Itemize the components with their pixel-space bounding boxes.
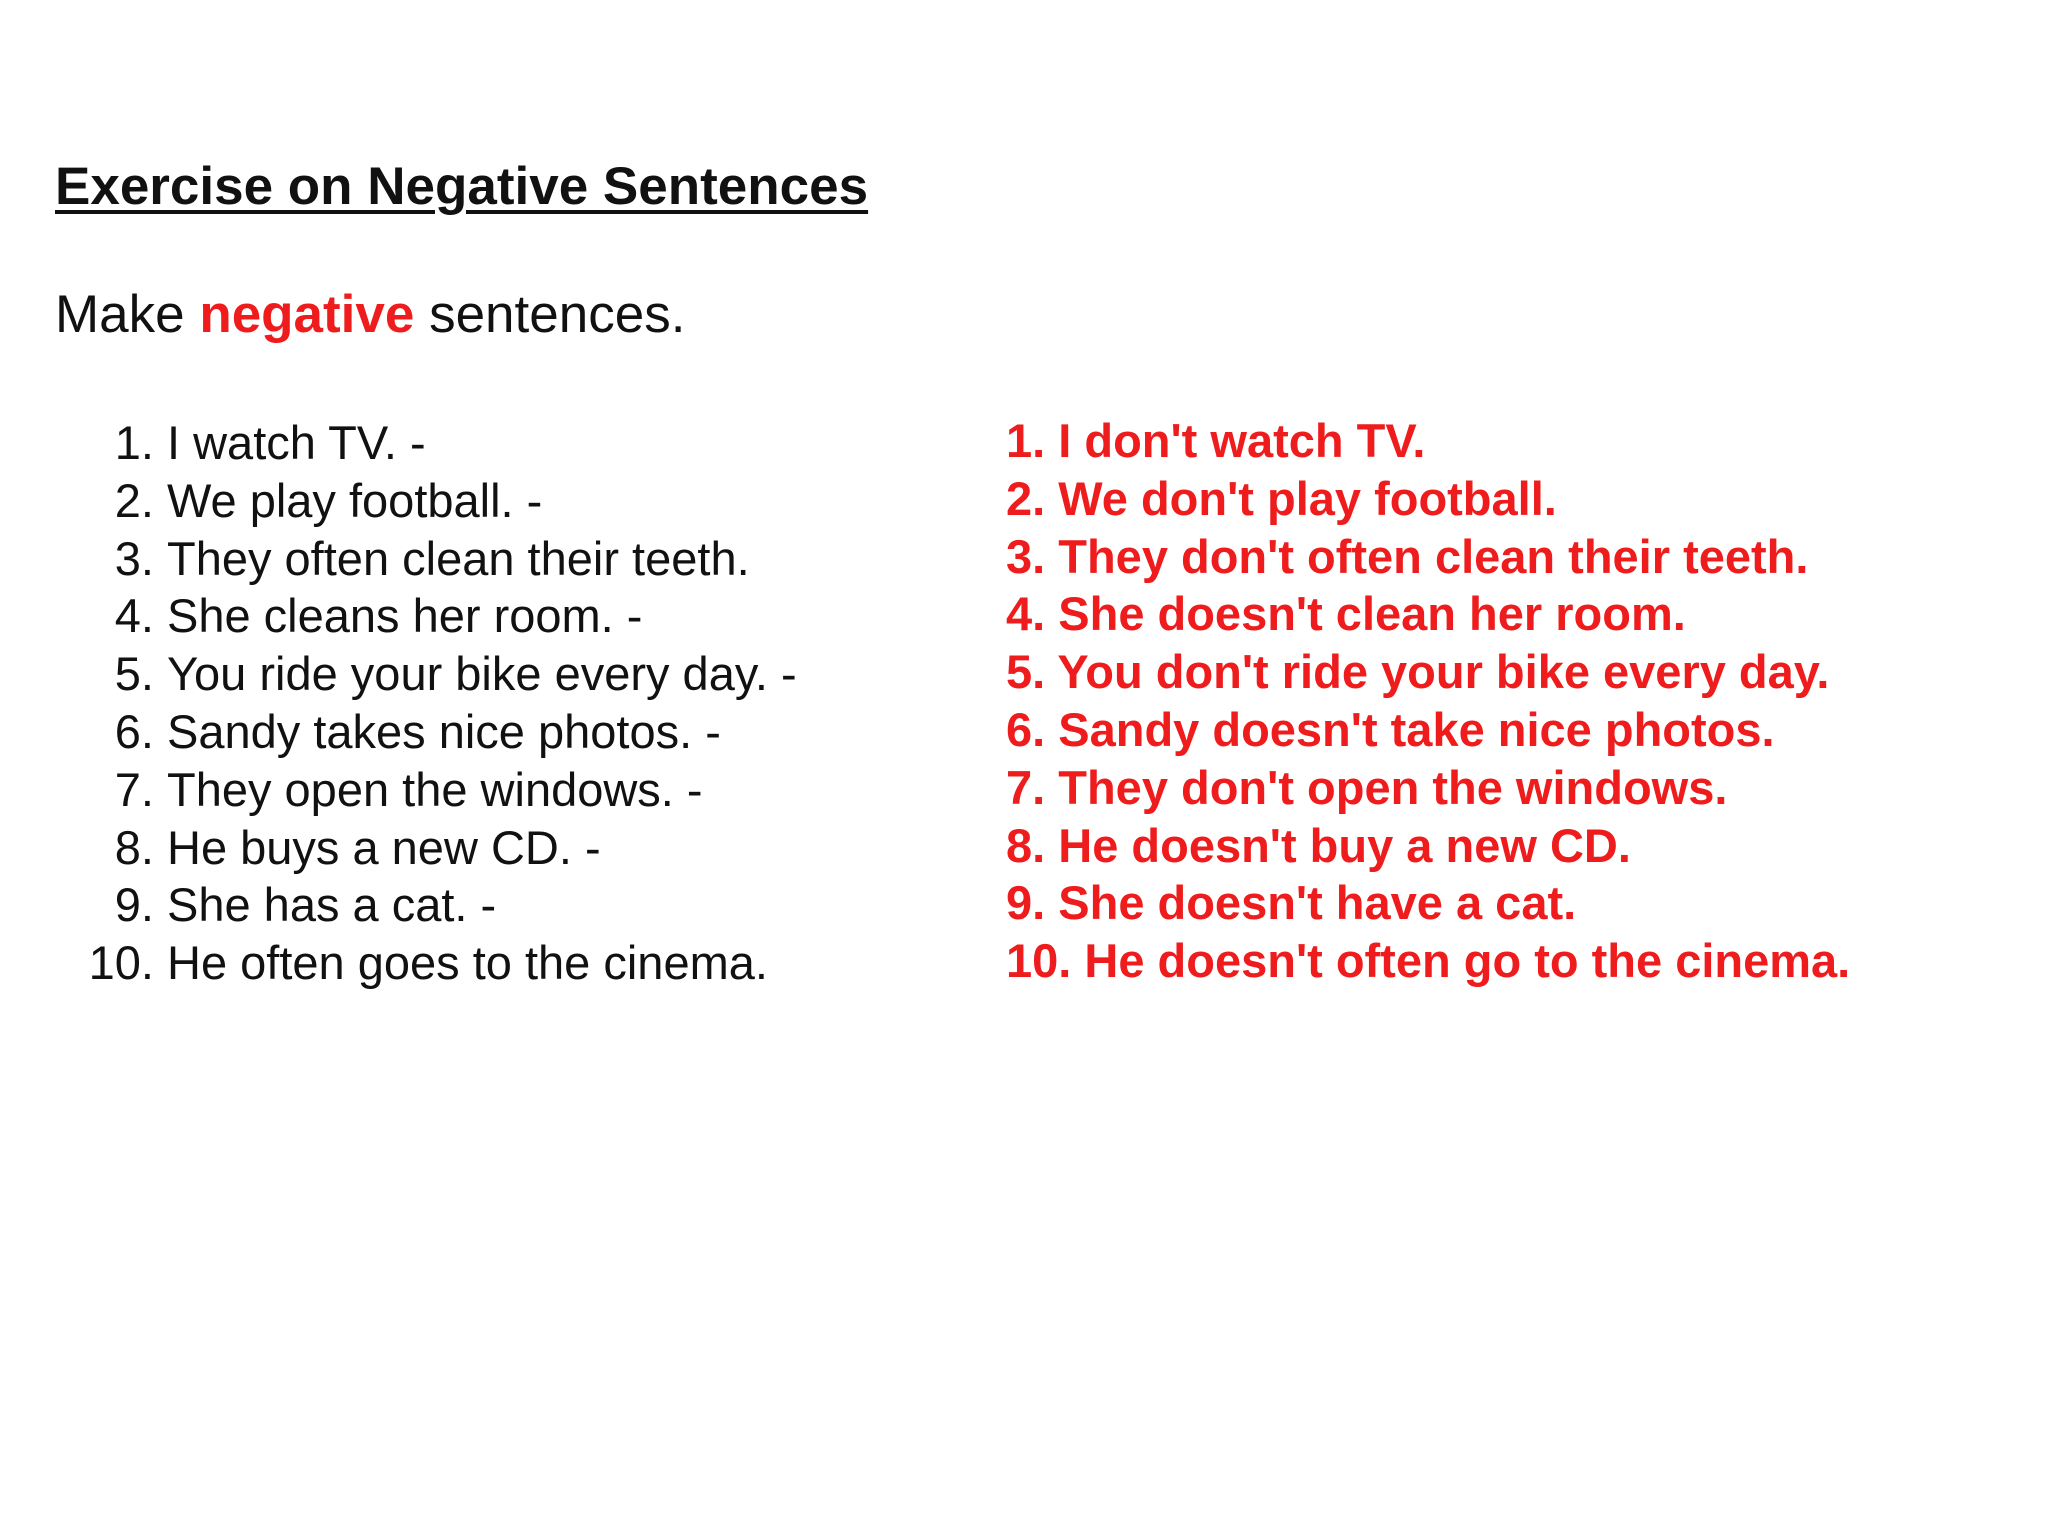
answer-item: 2. We don't play football. (1006, 471, 1557, 525)
question-text: She cleans her room. - (167, 589, 643, 643)
question-item (84, 703, 797, 761)
answer-item: 1. I don't watch TV. (1006, 414, 1426, 467)
answer-item: 7. They don't open the windows. (1006, 760, 1728, 814)
question-text: You ride your bike every day. - (167, 647, 797, 701)
question-text: They often clean their teeth. (167, 531, 750, 585)
question-number: 5. (114, 647, 154, 701)
question-item (84, 934, 797, 992)
question-item (84, 876, 797, 934)
question-text: He often goes to the cinema. (167, 936, 768, 990)
question-number: 3. (114, 531, 154, 585)
question-number: 7. (114, 762, 154, 816)
question-number: 6. (114, 704, 154, 758)
question-item (84, 530, 797, 588)
answer-item: 8. He doesn't buy a new CD. (1006, 818, 1631, 872)
question-number: 10. (88, 936, 154, 990)
question-text: I watch TV. - (167, 416, 426, 469)
question-list (84, 414, 797, 992)
question-item (84, 761, 797, 819)
question-text: We play football. - (167, 473, 543, 527)
question-item (84, 819, 797, 877)
answer-item: 4. She doesn't clean her room. (1006, 587, 1686, 641)
question-number: 4. (114, 589, 154, 643)
question-item (84, 587, 797, 645)
answer-item: 5. You don't ride your bike every day. (1006, 645, 1830, 699)
question-text: She has a cat. - (167, 878, 497, 932)
question-number: 8. (114, 820, 154, 874)
answer-item: 6. Sandy doesn't take nice photos. (1006, 702, 1775, 756)
question-item (84, 645, 797, 703)
answer-item: 10. He doesn't often go to the cinema. (1006, 934, 1851, 988)
question-item (84, 472, 797, 530)
question-number: 9. (114, 878, 154, 932)
question-text: Sandy takes nice photos. - (167, 704, 721, 758)
instruction-suffix: sentences. (414, 285, 686, 344)
instruction-prefix: Make (55, 285, 200, 344)
question-text: He buys a new CD. - (167, 820, 601, 874)
exercise-title: Exercise on Negative Sentences (55, 157, 869, 216)
question-number: 1. (114, 416, 154, 469)
answer-list (1006, 412, 1850, 990)
question-number: 2. (114, 473, 154, 527)
answer-item: 3. They don't often clean their teeth. (1006, 529, 1809, 583)
question-item (84, 414, 797, 472)
instruction-highlight: negative (199, 285, 415, 344)
answer-item: 9. She doesn't have a cat. (1006, 876, 1577, 930)
question-text: They open the windows. - (167, 762, 703, 816)
instruction-text (55, 286, 685, 344)
